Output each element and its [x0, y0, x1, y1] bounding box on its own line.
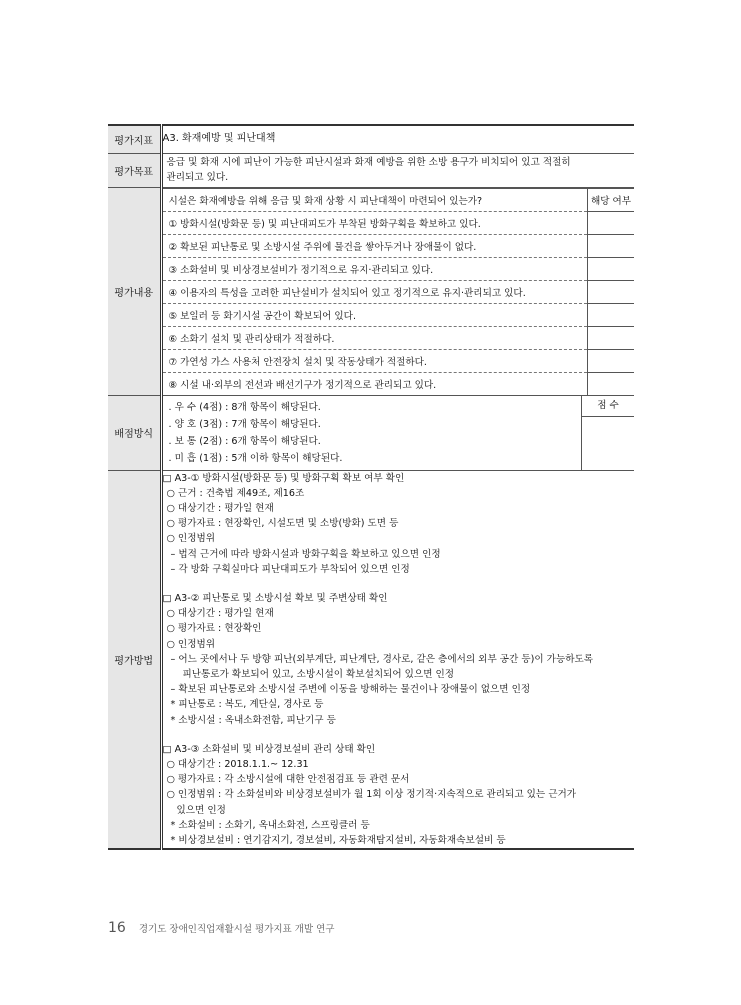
checklist-item-6: ⑥ 소화기 설치 및 관리상태가 적절하다. — [163, 326, 588, 349]
check-cell-4[interactable] — [588, 280, 635, 303]
goal-label: 평가목표 — [108, 153, 161, 187]
check-cell-7[interactable] — [588, 349, 635, 372]
method-s2-line: ○ 대상기간 : 평가일 현재 — [166, 608, 274, 620]
checklist-item — [163, 234, 635, 257]
checklist-item-1: ① 방화시설(방화문 등) 및 피난대피도가 부착된 방화구획을 확보하고 있다. — [163, 211, 588, 234]
scoring-line-2: . 양 호 (3점) : 7개 항목이 해당된다. — [168, 418, 321, 430]
page-number: 16 — [108, 920, 126, 936]
method-s1-line: ○ 대상기간 : 평가일 현재 — [166, 502, 274, 514]
checklist-item — [163, 211, 635, 234]
method-s2-line: * 소방시설 : 옥내소화전함, 피난기구 등 — [170, 714, 336, 726]
method-s3-line: ○ 대상기간 : 2018.1.1.~ 12.31 — [166, 758, 309, 770]
method-s2-line: – 확보된 피난통로와 소방시설 주변에 이동을 방해하는 물건이나 장애물이 없으면 인정 — [170, 684, 531, 696]
checklist-item — [163, 303, 635, 326]
indicator-label: 평가지표 — [108, 125, 161, 153]
scoring-line-3: . 보 통 (2점) : 6개 항목이 해당된다. — [168, 435, 321, 447]
evaluation-table — [108, 124, 634, 850]
method-s3-line: ○ 평가자료 : 각 소방시설에 대한 안전점검표 등 관련 문서 — [166, 774, 410, 786]
content-label: 평가내용 — [108, 187, 161, 395]
check-header: 해당 여부 — [588, 188, 635, 211]
method-row — [108, 470, 634, 849]
method-s2-line: ○ 평가자료 : 현장확인 — [166, 623, 262, 635]
method-s2-line: – 어느 곳에서나 두 방향 피난(외부계단, 피난계단, 경사로, 같은 층에서의 외부 공간 등)이 가능하도록 — [170, 653, 594, 665]
checklist-item — [163, 372, 635, 395]
method-s2-line: ○ 인정범위 — [166, 638, 215, 650]
method-s1-line: ○ 평가자료 : 현장확인, 시설도면 및 소방(방화) 도면 등 — [166, 518, 399, 530]
method-s1-line: ○ 근거 : 건축법 제49조, 제16조 — [166, 487, 305, 499]
check-cell-2[interactable] — [588, 234, 635, 257]
check-cell-8[interactable] — [588, 372, 635, 395]
checklist-item-7: ⑦ 가연성 가스 사용처 안전장치 설치 및 작동상태가 적절하다. — [163, 349, 588, 372]
check-cell-6[interactable] — [588, 326, 635, 349]
checklist-item — [163, 349, 635, 372]
page-footer — [108, 920, 334, 936]
checklist-item — [163, 257, 635, 280]
method-s1-title: □ A3-① 방화시설(방화문 등) 및 방화구획 확보 여부 확인 — [162, 472, 405, 484]
checklist-question: 시설은 화재예방을 위해 응급 및 화재 상황 시 피난대책이 마련되어 있는가? — [163, 188, 588, 211]
check-cell-5[interactable] — [588, 303, 635, 326]
scoring-row — [108, 395, 634, 470]
checklist-item-3: ③ 소화설비 및 비상경보설비가 정기적으로 유지·관리되고 있다. — [163, 257, 588, 280]
goal-line-1: 응급 및 화재 시에 피난이 가능한 피난시설과 화재 예방을 위한 소방 용구가 비치되어 있고 적절히 — [166, 157, 571, 168]
method-s2-line: 피난통로가 확보되어 있고, 소방시설이 확보설치되어 있으면 인정 — [182, 668, 455, 680]
method-s1-line: ○ 인정범위 — [166, 533, 215, 545]
score-input-cell[interactable] — [582, 417, 634, 465]
method-s3-line: * 비상경보설비 : 연기감지기, 경보설비, 자동화재탐지설비, 자동화재속보설비 등 — [170, 834, 506, 846]
check-cell-3[interactable] — [588, 257, 635, 280]
method-s3-line: 있으면 인정 — [176, 804, 226, 816]
method-label: 평가방법 — [108, 470, 161, 849]
scoring-line-4: . 미 흡 (1점) : 5개 이하 항목이 해당된다. — [168, 452, 343, 464]
checklist-item-4: ④ 이용자의 특성을 고려한 피난설비가 설치되어 있고 정기적으로 유지·관리되고 있다. — [163, 280, 588, 303]
method-s1-line: – 각 방화 구획실마다 피난대피도가 부착되어 있으면 인정 — [170, 563, 410, 575]
goal-row — [108, 153, 634, 187]
scoring-line-1: . 우 수 (4점) : 8개 항목이 해당된다. — [168, 401, 321, 413]
method-s2-title: □ A3-② 피난통로 및 소방시설 확보 및 주변상태 확인 — [162, 592, 388, 604]
content-row — [108, 187, 634, 395]
scoring-label: 배점방식 — [108, 395, 161, 470]
score-header: 점 수 — [582, 396, 634, 417]
checklist-item — [163, 280, 635, 303]
goal-line-2: 관리되고 있다. — [166, 172, 229, 183]
checklist-item — [163, 326, 635, 349]
method-s2-line: * 피난통로 : 복도, 계단실, 경사로 등 — [170, 699, 324, 711]
footer-title: 경기도 장애인직업재활시설 평가지표 개발 연구 — [138, 924, 335, 935]
score-box — [581, 396, 634, 470]
method-content — [161, 470, 634, 849]
check-cell-1[interactable] — [588, 211, 635, 234]
checklist-table — [163, 188, 635, 395]
checklist-item-8: ⑧ 시설 내·외부의 전선과 배선기구가 정기적으로 관리되고 있다. — [163, 372, 588, 395]
method-s3-line: * 소화설비 : 소화기, 옥내소화전, 스프링클러 등 — [170, 819, 370, 831]
checklist-item-2: ② 확보된 피난통로 및 소방시설 주위에 물건을 쌓아두거나 장애물이 없다. — [163, 234, 588, 257]
method-s1-line: – 법적 근거에 따라 방화시설과 방화구획을 확보하고 있으면 인정 — [170, 548, 441, 560]
checklist-header — [163, 188, 635, 211]
checklist-item-5: ⑤ 보일러 등 화기시설 공간이 확보되어 있다. — [163, 303, 588, 326]
method-s3-title: □ A3-③ 소화설비 및 비상경보설비 관리 상태 확인 — [162, 743, 376, 755]
indicator-row — [108, 125, 634, 153]
indicator-value: A3. 화재예방 및 피난대책 — [162, 133, 276, 145]
method-s3-line: ○ 인정범위 : 각 소화설비와 비상경보설비가 월 1회 이상 정기적·지속적으로 관리되고 있는 근거가 — [166, 789, 577, 801]
